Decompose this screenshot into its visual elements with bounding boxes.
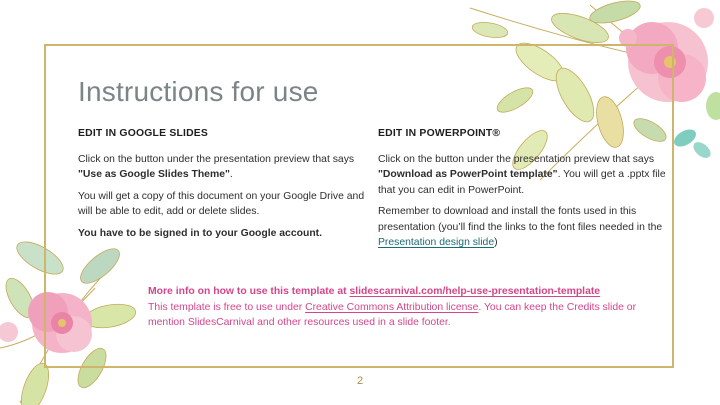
more-info-line: More info on how to use this template at slidescarnival.com/help-use-presentation-template bbox=[148, 286, 601, 297]
slide-title: Instructions for use bbox=[78, 76, 319, 107]
google-slides-section bbox=[78, 126, 368, 247]
download-template-label: "Download as PowerPoint template" bbox=[378, 169, 558, 180]
powerpoint-step-1: Click on the button under the presentation preview that says "Download as PowerPoint template". You will get a .pptx file that you can edit in PowerPoint. bbox=[378, 153, 666, 196]
google-slides-step-1: Click on the button under the presentation preview that says "Use as Google Slides Theme". bbox=[78, 153, 355, 180]
creative-commons-link[interactable]: Creative Commons Attribution license bbox=[305, 301, 479, 313]
powerpoint-section bbox=[378, 126, 668, 257]
page-number: 2 bbox=[356, 375, 364, 387]
presentation-design-slide-link[interactable]: Presentation design slide bbox=[378, 237, 495, 248]
powerpoint-step-2: Remember to download and install the fonts used in this presentation (you’ll find the links to the font files needed in the Presentation design slide) bbox=[378, 206, 663, 248]
powerpoint-heading: EDIT IN POWERPOINT® bbox=[378, 128, 501, 139]
license-line: This template is free to use under Creative Commons Attribution license. You can keep the Credits slide or mention SlidesCarnival and other resources used in a slide footer. bbox=[148, 301, 637, 328]
google-slides-note: You have to be signed in to your Google account. bbox=[78, 227, 323, 239]
help-template-link[interactable]: slidescarnival.com/help-use-presentation-template bbox=[349, 286, 601, 297]
google-slides-step-2: You will get a copy of this document on your Google Drive and will be able to edit, add or delete slides. bbox=[78, 190, 365, 217]
info-section bbox=[148, 284, 638, 331]
use-as-theme-label: "Use as Google Slides Theme" bbox=[78, 169, 230, 180]
google-slides-heading: EDIT IN GOOGLE SLIDES bbox=[78, 128, 209, 139]
